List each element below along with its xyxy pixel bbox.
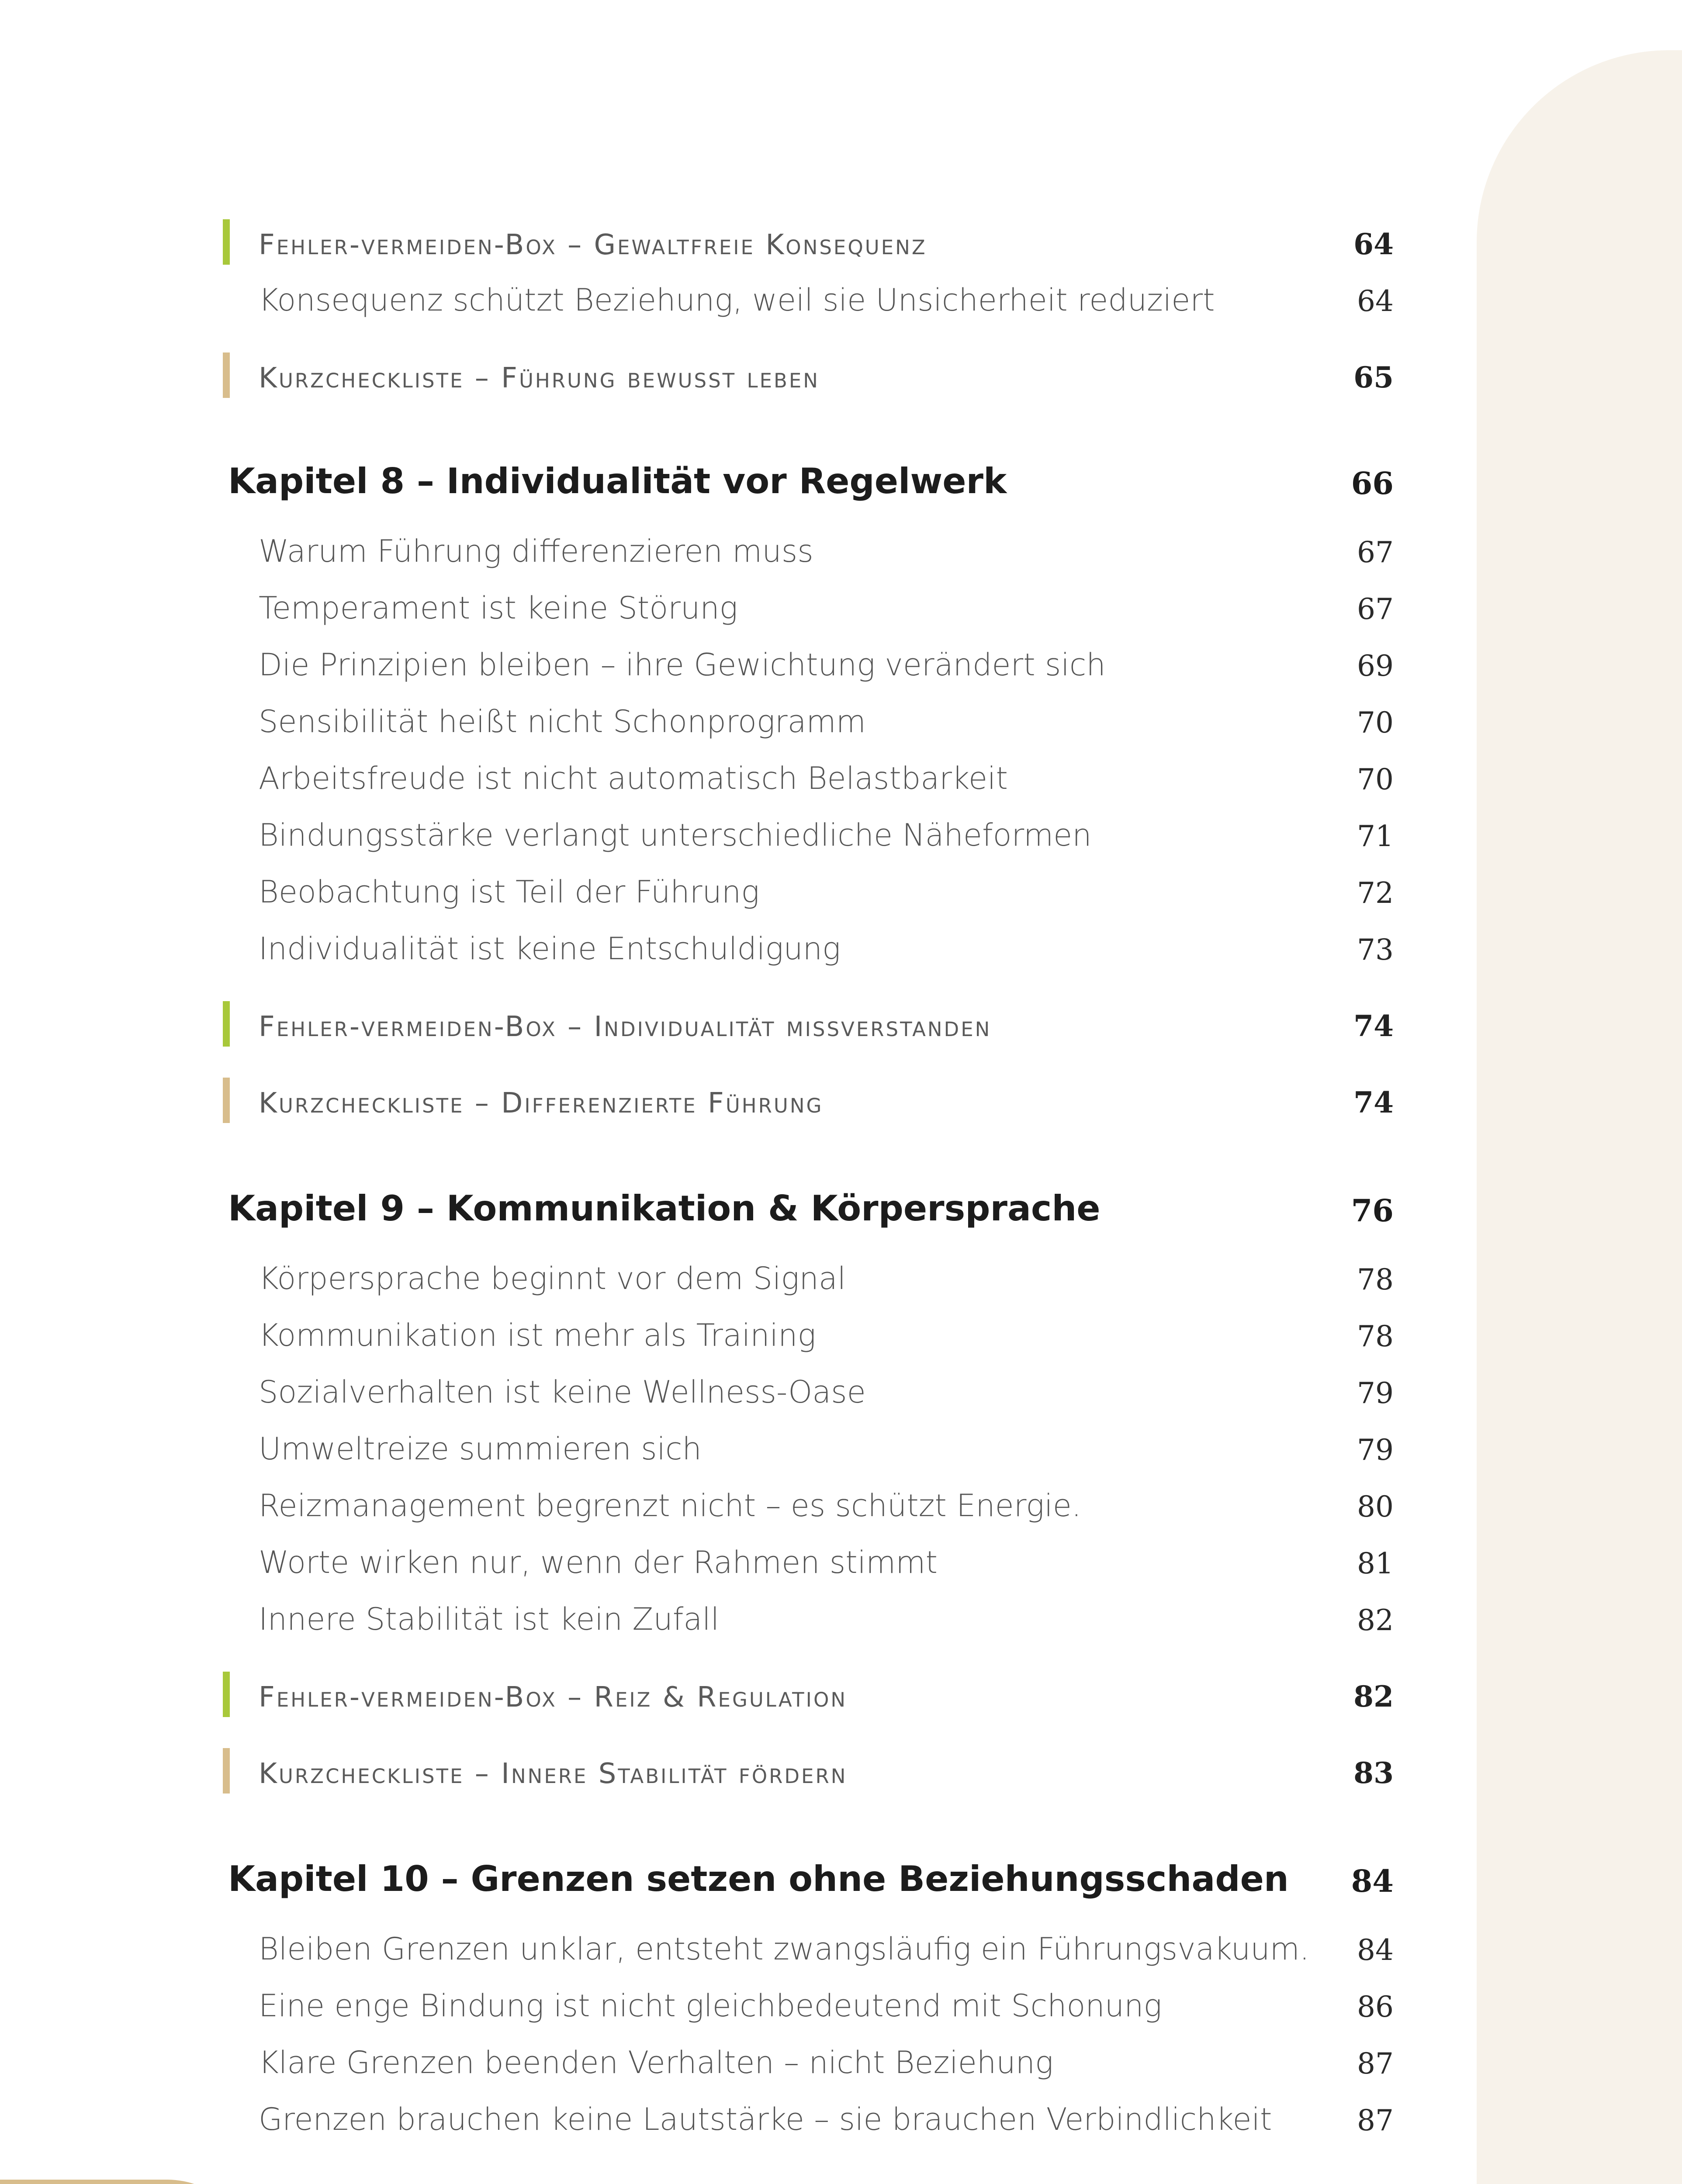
- toc-entry-page-number: 83: [1353, 1756, 1394, 1790]
- toc-box-entry[interactable]: [218, 1662, 1394, 1723]
- toc-section-entry[interactable]: [218, 1245, 1394, 1306]
- toc-section-entry[interactable]: [218, 266, 1394, 328]
- toc-entry-page-number: 73: [1357, 933, 1394, 967]
- toc-entry-page-number: 87: [1357, 2104, 1394, 2137]
- toc-entry-title: Klare Grenzen beenden Verhalten – nicht Beziehung: [259, 2045, 1053, 2080]
- toc-chapter-entry[interactable]: [218, 1848, 1394, 1909]
- toc-section-entry[interactable]: [218, 1472, 1394, 1533]
- toc-section-entry[interactable]: [218, 2086, 1394, 2147]
- tan-marker-bar: [223, 352, 230, 398]
- green-marker-bar: [223, 1001, 230, 1047]
- toc-entry-title: Kapitel 8 – Individualität vor Regelwerk: [228, 461, 1007, 501]
- toc-entry-title: Umweltreize summieren sich: [259, 1431, 702, 1467]
- toc-entry-title: Reizmanagement begrenzt nicht – es schützt Energie.: [259, 1488, 1082, 1524]
- toc-entry-page-number: 84: [1351, 1863, 1394, 1899]
- toc-box-entry[interactable]: [218, 1068, 1394, 1129]
- toc-section-entry[interactable]: [218, 518, 1394, 579]
- toc-entry-page-number: 78: [1357, 1263, 1394, 1296]
- toc-entry-title: Die Prinzipien bleiben – ihre Gewichtung verändert sich: [259, 647, 1106, 683]
- toc-box-entry[interactable]: [218, 1738, 1394, 1800]
- toc-entry-page-number: 74: [1353, 1085, 1394, 1120]
- toc-section-entry[interactable]: [218, 915, 1394, 976]
- toc-entry-page-number: 87: [1357, 2047, 1394, 2080]
- toc-entry-page-number: 86: [1357, 1990, 1394, 2024]
- toc-entry-title: Fehler-vermeiden-Box – Reiz & Regulation: [259, 1681, 848, 1714]
- toc-section-entry[interactable]: [218, 1972, 1394, 2033]
- page-number-badge: [0, 2180, 253, 2184]
- toc-entry-page-number: 71: [1357, 819, 1394, 853]
- toc-section-entry[interactable]: [218, 1529, 1394, 1590]
- toc-entry-page-number: 84: [1357, 1933, 1394, 1967]
- green-marker-bar: [223, 219, 230, 265]
- toc-entry-page-number: 78: [1357, 1320, 1394, 1353]
- toc-entry-title: Bleiben Grenzen unklar, entsteht zwangsläufig ein Führungsvakuum.: [259, 1931, 1310, 1967]
- toc-entry-page-number: 66: [1351, 465, 1394, 501]
- toc-entry-page-number: 80: [1357, 1490, 1394, 1524]
- tan-marker-bar: [223, 1748, 230, 1794]
- toc-entry-page-number: 70: [1357, 763, 1394, 796]
- toc-entry-title: Kurzcheckliste – Differenzierte Führung: [259, 1087, 824, 1120]
- toc-box-entry[interactable]: [218, 992, 1394, 1053]
- toc-entry-title: Fehler-vermeiden-Box – Gewaltfreie Konsequenz: [259, 229, 927, 261]
- toc-section-entry[interactable]: [218, 2029, 1394, 2090]
- toc-entry-title: Kapitel 10 – Grenzen setzen ohne Beziehungsschaden: [228, 1859, 1289, 1899]
- toc-entry-title: Kurzcheckliste – Innere Stabilität fördern: [259, 1758, 848, 1790]
- toc-entry-title: Konsequenz schützt Beziehung, weil sie Unsicherheit reduziert: [259, 282, 1215, 318]
- toc-box-entry[interactable]: [218, 343, 1394, 404]
- toc-entry-title: Körpersprache beginnt vor dem Signal: [259, 1261, 846, 1296]
- toc-entry-title: Kapitel 9 – Kommunikation & Körpersprache: [228, 1188, 1101, 1229]
- toc-entry-page-number: 67: [1357, 536, 1394, 569]
- toc-section-entry[interactable]: [218, 631, 1394, 692]
- toc-section-entry[interactable]: [218, 745, 1394, 806]
- toc-entry-page-number: 65: [1353, 360, 1394, 394]
- toc-entry-page-number: 70: [1357, 706, 1394, 740]
- toc-entry-title: Eine enge Bindung ist nicht gleichbedeutend mit Schonung: [259, 1988, 1162, 2024]
- toc-entry-page-number: 79: [1357, 1376, 1394, 1410]
- toc-section-entry[interactable]: [218, 858, 1394, 919]
- toc-entry-title: Temperament ist keine Störung: [259, 590, 738, 626]
- toc-section-entry[interactable]: [218, 802, 1394, 863]
- toc-entry-title: Grenzen brauchen keine Lautstärke – sie brauchen Verbindlichkeit: [259, 2101, 1272, 2137]
- toc-entry-title: Kurzcheckliste – Führung bewusst leben: [259, 362, 820, 394]
- toc-entry-title: Warum Führung differenzieren muss: [259, 533, 813, 569]
- toc-entry-page-number: 76: [1351, 1192, 1394, 1229]
- toc-entry-page-number: 67: [1357, 592, 1394, 626]
- tan-marker-bar: [223, 1078, 230, 1123]
- toc-section-entry[interactable]: [218, 1302, 1394, 1363]
- toc-entry-title: Kommunikation ist mehr als Training: [259, 1317, 816, 1353]
- toc-chapter-entry[interactable]: [218, 450, 1394, 511]
- toc-entry-page-number: 79: [1357, 1433, 1394, 1467]
- toc-entry-title: Arbeitsfreude ist nicht automatisch Belastbarkeit: [259, 760, 1008, 796]
- toc-entry-page-number: 64: [1357, 284, 1394, 318]
- toc-entry-title: Bindungsstärke verlangt unterschiedliche Näheformen: [259, 817, 1092, 853]
- toc-entry-page-number: 81: [1357, 1547, 1394, 1580]
- side-tab-decoration: [1477, 50, 1682, 2184]
- toc-chapter-entry[interactable]: [218, 1177, 1394, 1238]
- toc-entry-title: Worte wirken nur, wenn der Rahmen stimmt: [259, 1545, 938, 1580]
- toc-entry-page-number: 82: [1357, 1603, 1394, 1637]
- toc-entry-page-number: 72: [1357, 876, 1394, 910]
- toc-entry-title: Fehler-vermeiden-Box – Individualität missverstanden: [259, 1011, 992, 1043]
- toc-entry-page-number: 82: [1353, 1679, 1394, 1714]
- toc-section-entry[interactable]: [218, 1415, 1394, 1476]
- green-marker-bar: [223, 1672, 230, 1717]
- toc-section-entry[interactable]: [218, 1358, 1394, 1420]
- toc-entry-title: Innere Stabilität ist kein Zufall: [259, 1601, 720, 1637]
- toc-entry-page-number: 74: [1353, 1009, 1394, 1043]
- toc-entry-title: Individualität ist keine Entschuldigung: [259, 931, 841, 967]
- toc-section-entry[interactable]: [218, 1915, 1394, 1977]
- toc-section-entry[interactable]: [218, 1586, 1394, 1647]
- toc-entry-title: Sensibilität heißt nicht Schonprogramm: [259, 704, 866, 740]
- toc-entry-title: Sozialverhalten ist keine Wellness-Oase: [259, 1374, 866, 1410]
- toc-entry-title: Beobachtung ist Teil der Führung: [259, 874, 760, 910]
- toc-section-entry[interactable]: [218, 574, 1394, 636]
- toc-entry-page-number: 64: [1353, 227, 1394, 261]
- toc-section-entry[interactable]: [218, 688, 1394, 749]
- toc-entry-page-number: 69: [1357, 649, 1394, 683]
- toc-box-entry[interactable]: [218, 210, 1394, 271]
